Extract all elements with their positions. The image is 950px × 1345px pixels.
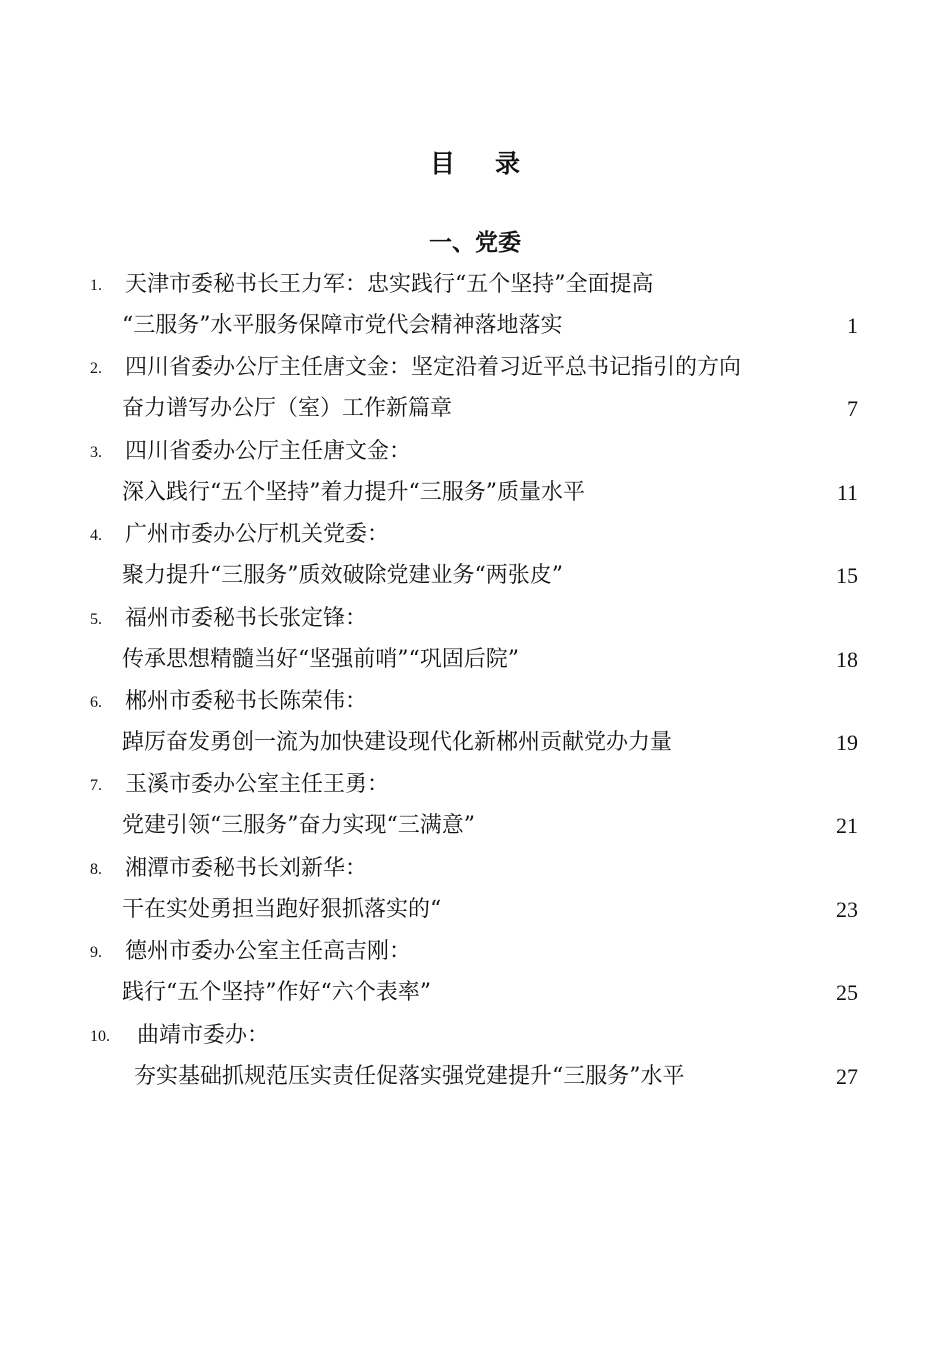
toc-entry-5[interactable]	[0, 600, 950, 683]
entry-number: 2.	[90, 360, 102, 378]
entry-number: 9.	[90, 944, 102, 962]
entry-number: 10.	[90, 1027, 110, 1045]
entry-page-number: 19	[836, 729, 858, 755]
entry-number: 6.	[90, 693, 102, 711]
entry-number: 7.	[90, 777, 102, 795]
entry-title-line1: 福州市委秘书长张定锋：	[125, 605, 368, 631]
entry-number: 1.	[90, 277, 102, 294]
toc-entry-10[interactable]	[0, 1017, 950, 1100]
entry-title-line1: 天津市委秘书长王力军：忠实践行“五个坚持”全面提高	[125, 272, 654, 297]
entry-page-number: 7	[847, 396, 858, 422]
entry-title-line2: 干在实处勇担当跑好狠抓落实的“	[122, 896, 442, 922]
entry-title-line2: 奋力谱写办公厅（室）工作新篇章	[122, 396, 453, 422]
entry-number: 3.	[90, 443, 102, 461]
section-title: 一、党委	[429, 229, 521, 256]
entry-title-line1: 郴州市委秘书长陈荣伟：	[125, 688, 368, 714]
toc-entry-1[interactable]	[0, 266, 950, 349]
entry-title-line1: 曲靖市委办：	[137, 1022, 270, 1048]
entry-title-line1: 四川省委办公厅主任唐文金：	[125, 438, 412, 464]
entry-number: 4.	[90, 527, 102, 545]
entry-title-line2: “三服务”水平服务保障市党代会精神落地落实	[122, 313, 563, 338]
entry-page-number: 15	[836, 563, 858, 589]
entry-title-line2: 深入践行“五个坚持”着力提升“三服务”质量水平	[122, 479, 585, 505]
page-title-char-2: 录	[495, 149, 521, 178]
entry-page-number: 21	[836, 813, 858, 839]
table-of-contents	[0, 266, 950, 1100]
entry-title-line1: 广州市委办公厅机关党委：	[125, 522, 390, 548]
entry-title-line2: 践行“五个坚持”作好“六个表率”	[122, 980, 431, 1006]
entry-title-line2: 夯实基础抓规范压实责任促落实强党建提升“三服务”水平	[134, 1063, 685, 1089]
entry-title-line2: 踔厉奋发勇创一流为加快建设现代化新郴州贡献党办力量	[122, 729, 673, 755]
entry-page-number: 23	[836, 896, 858, 922]
entry-title-line2: 传承思想精髓当好“坚强前哨”“巩固后院”	[122, 646, 519, 672]
entry-title-line2: 党建引领“三服务”奋力实现“三满意”	[122, 813, 475, 839]
page-title	[0, 146, 950, 182]
toc-entry-8[interactable]	[0, 850, 950, 933]
entry-page-number: 25	[836, 980, 858, 1006]
entry-page-number: 27	[836, 1063, 858, 1089]
toc-entry-4[interactable]	[0, 516, 950, 599]
entry-page-number: 1	[847, 313, 858, 338]
toc-entry-2[interactable]	[0, 349, 950, 432]
toc-entry-3[interactable]	[0, 433, 950, 516]
entry-page-number: 18	[836, 646, 858, 672]
entry-number: 8.	[90, 860, 102, 878]
entry-page-number: 11	[836, 479, 858, 505]
entry-title-line1: 湘潭市委秘书长刘新华：	[125, 855, 368, 881]
entry-title-line1: 四川省委办公厅主任唐文金：坚定沿着习近平总书记指引的方向	[125, 355, 742, 381]
page-title-char-1: 目	[429, 149, 455, 178]
entry-title-line2: 聚力提升“三服务”质效破除党建业务“两张皮”	[122, 563, 563, 589]
toc-entry-6[interactable]	[0, 683, 950, 766]
entry-number: 5.	[90, 610, 102, 628]
toc-entry-7[interactable]	[0, 766, 950, 849]
toc-entry-9[interactable]	[0, 933, 950, 1016]
entry-title-line1: 德州市委办公室主任高吉刚：	[125, 939, 412, 965]
entry-title-line1: 玉溪市委办公室主任王勇：	[125, 772, 390, 798]
